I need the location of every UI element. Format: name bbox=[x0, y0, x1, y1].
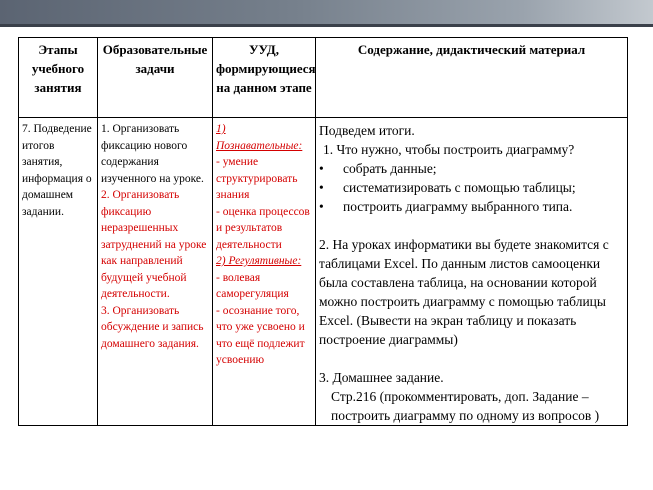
uud-regulatory-heading: 2) Регулятивные: bbox=[216, 255, 302, 267]
title-band-divider bbox=[0, 24, 653, 27]
bullet-icon: • bbox=[319, 199, 324, 214]
uud-cognitive-heading: 1) Познавательные: bbox=[216, 123, 303, 152]
task-2: 2. Организовать фиксацию неразрешенных затруднений на уроке как направлений будущей учебной деятельности. bbox=[101, 189, 207, 300]
lesson-plan-table bbox=[18, 37, 628, 426]
task-3: 3. Организовать обсуждение и запись домашнего задания. bbox=[101, 304, 204, 350]
list-item-text: систематизировать с помощью таблицы; bbox=[343, 180, 576, 195]
tasks-cell bbox=[98, 118, 213, 426]
table-row bbox=[19, 118, 628, 426]
list-item bbox=[319, 197, 624, 216]
task-1: 1. Организовать фиксацию нового содержания изученного на уроке. bbox=[101, 123, 204, 185]
uud-cell bbox=[213, 118, 316, 426]
content-cell bbox=[316, 118, 628, 426]
bullet-icon: • bbox=[319, 180, 324, 195]
content-homework-text: Стр.216 (прокомментировать, доп. Задание – построить диаграмму по одному из вопросов ) bbox=[331, 389, 600, 423]
content-paragraph-2: 2. На уроках информатики вы будете знакомится с таблицами Excel. По данным листов самооценки была составлена таблица, на основании которой можно построить диаграмму с помощью таблицы Excel. (Вывести на экран таблицу и показать построение диаграммы) bbox=[319, 237, 609, 347]
uud-item: - оценка процессов и результатов деятельности bbox=[216, 205, 310, 251]
list-item-text: построить диаграмму выбранного типа. bbox=[343, 199, 573, 214]
header-content: Содержание, дидактический материал bbox=[316, 38, 628, 118]
content-intro: Подведем итоги. bbox=[319, 123, 415, 138]
list-item bbox=[319, 178, 624, 197]
stage-text: 7. Подведение итогов занятия, информация о домашнем задании. bbox=[22, 123, 92, 218]
list-item-text: собрать данные; bbox=[343, 161, 437, 176]
list-item bbox=[319, 159, 624, 178]
content-homework-heading: 3. Домашнее задание. bbox=[319, 370, 444, 385]
uud-item: - волевая саморегуляция bbox=[216, 271, 289, 300]
title-band bbox=[0, 0, 653, 24]
header-uud: УУД, формирующиеся на данном этапе bbox=[213, 38, 316, 118]
stage-cell bbox=[19, 118, 98, 426]
uud-item: - осознание того, что уже усвоено и что ещё подлежит усвоению bbox=[216, 304, 305, 366]
content-question-1: 1. Что нужно, чтобы построить диаграмму? bbox=[323, 142, 575, 157]
uud-item: - умение структурировать знания bbox=[216, 156, 298, 201]
header-stages: Этапы учебного занятия bbox=[19, 38, 98, 118]
table-header-row bbox=[19, 38, 628, 118]
bullet-icon: • bbox=[319, 161, 324, 176]
header-tasks: Образовательные задачи bbox=[98, 38, 213, 118]
